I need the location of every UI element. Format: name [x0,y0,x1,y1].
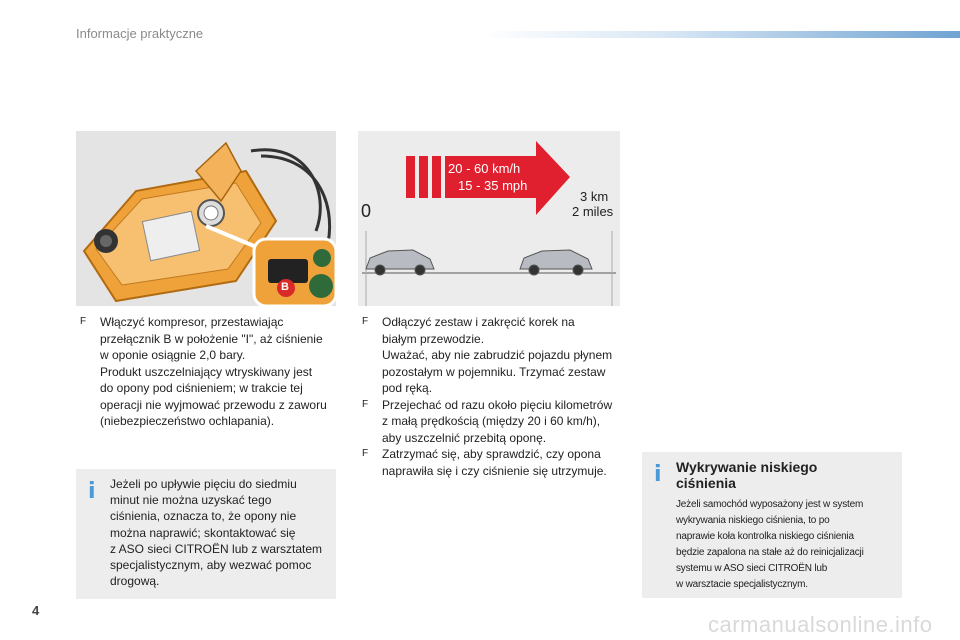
text-line: Włączyć kompresor, przestawiając [100,315,284,329]
page-number: 4 [32,603,40,618]
text-line: Jeżeli po upływie pięciu do siedmiu [110,477,297,491]
text-line: wykrywania niskiego ciśnienia, to po [676,515,830,526]
speed-stripe [419,156,428,198]
list-item [76,314,338,430]
header-gradient-bar [480,31,960,38]
speed-stripe [406,156,415,198]
car-end [520,250,592,275]
text-line: specjalistycznym, aby wezwać pomoc [110,558,312,573]
text-line: w warsztacie specjalistycznym. [676,579,808,590]
text-line: białym przewodzie. [382,331,485,346]
info-text [110,476,322,589]
info-icon: i [654,462,662,487]
speed-kmh-label: 20 - 60 km/h [448,161,521,176]
bullet-marker: F [80,316,87,327]
title-line: Wykrywanie niskiego [676,459,818,475]
list-item [358,446,628,479]
driving-instructions [358,314,628,479]
text-line: Przejechać od razu około pięciu kilometrów [382,397,613,412]
text-line: aby uszczelnić przebitą oponę. [382,430,547,445]
text-line: będzie zapalona na stałe aż do reinicjalizacji [676,547,864,558]
distance-miles-label: 2 miles [572,204,614,219]
text-line: z ASO sieci CITROËN lub z warsztatem [110,541,323,556]
text-line: drogową. [110,574,160,589]
text-line: pozostałym w pojemniku. Trzymać zestaw [382,364,606,379]
text-line: Jeżeli samochód wyposażony jest w system [676,499,864,510]
bullet-marker: F [362,398,369,410]
info-box-no-pressure [76,469,336,599]
text-line: przełącznik B w położenie "I", aż ciśnienie [100,331,323,346]
compressor-illustration [76,131,336,306]
info-icon: i [88,479,96,504]
car-start [366,250,434,275]
text-line: (niebezpieczeństwo ochlapania). [100,414,275,428]
switch-b-label: B [281,281,289,293]
text-line: ciśnienia, oznacza to, że opony nie [110,509,297,524]
text-line: naprawie koła kontrolka niskiego ciśnienia [676,531,854,542]
text-line: z małą prędkością (między 20 i 60 km/h), [382,414,601,428]
text-line: minut nie można uzyskać tego [110,493,272,508]
text-line: do opony pod ciśnieniem; w trakcie tej [100,381,303,395]
distance-km-label: 3 km [580,189,609,204]
text-line: Odłączyć zestaw i zakręcić korek na [382,315,575,329]
info-box-low-pressure-detection [642,452,902,598]
compressor-drawing [76,131,336,306]
text-line: systemu w ASO sieci CITROËN lub [676,563,828,574]
text-line: można naprawić; skontaktować się [110,525,296,540]
watermark: carmanualsonline.info [708,612,933,637]
bullet-marker: F [362,316,369,327]
page-header-title: Informacje praktyczne [76,26,204,41]
list-item [358,397,628,447]
bullet-marker: F [362,448,369,459]
speed-distance-illustration [358,131,620,306]
title-line: ciśnienia [676,475,736,491]
text-line: Zatrzymać się, aby sprawdzić, czy opona [382,447,601,461]
text-line: Produkt uszczelniający wtryskiwany jest [100,364,313,379]
text-line: pod ręką. [382,381,433,395]
text-line: naprawiła się i czy ciśnienie się utrzymuje. [382,463,607,478]
info-title [676,459,817,491]
info-text [676,497,864,593]
text-line: w oponie osiągnie 2,0 bary. [100,348,246,362]
speed-stripe [432,156,441,198]
compressor-instructions [76,314,338,430]
list-item [358,314,628,397]
start-zero-label: 0 [361,201,372,221]
speed-mph-label: 15 - 35 mph [458,178,528,193]
text-line: operacji nie wyjmować przewodu z zaworu [100,397,327,412]
text-line: Uważać, aby nie zabrudzić pojazdu płynem [382,348,613,362]
